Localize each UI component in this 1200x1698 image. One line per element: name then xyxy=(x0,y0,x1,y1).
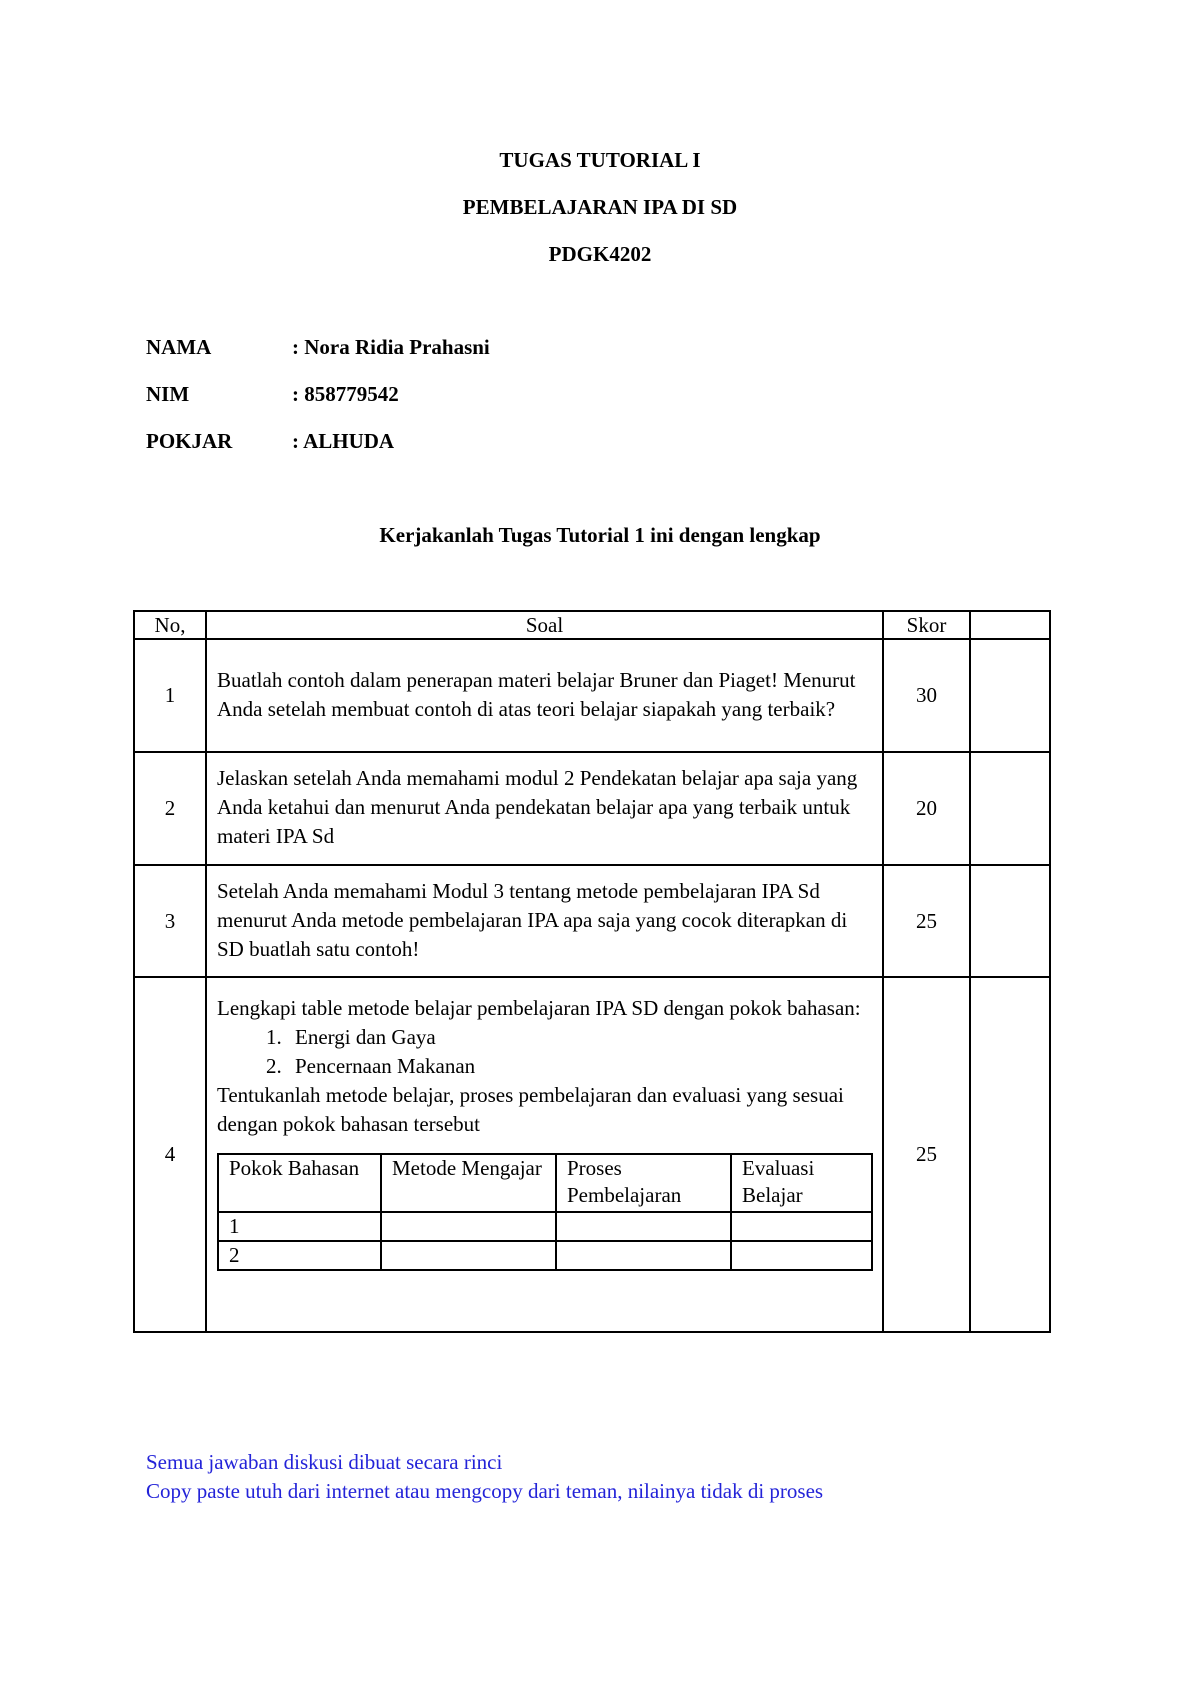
note-detail: Semua jawaban diskusi dibuat secara rinci xyxy=(146,1450,503,1474)
method-cell xyxy=(556,1241,731,1270)
row-extra xyxy=(970,639,1050,752)
row-score: 20 xyxy=(883,752,970,865)
info-label: NIM xyxy=(146,382,190,406)
row-extra xyxy=(970,752,1050,865)
method-cell xyxy=(731,1241,872,1270)
table-row xyxy=(134,752,1050,865)
question-intro: Lengkapi table metode belajar pembelajaran IPA SD dengan pokok bahasan: xyxy=(217,996,861,1020)
course-code: PDGK4202 xyxy=(548,242,652,266)
method-cell xyxy=(381,1212,556,1241)
method-cell xyxy=(731,1212,872,1241)
topic-item: 2. Pencernaan Makanan xyxy=(287,1052,872,1081)
doc-title: TUGAS TUTORIAL I xyxy=(499,148,701,172)
row-question: Jelaskan setelah Anda memahami modul 2 Pendekatan belajar apa saja yang Anda ketahui dan menurut Anda pendekatan belajar apa yang terbaik untuk materi IPA Sd xyxy=(206,752,883,865)
method-table-header xyxy=(218,1154,872,1212)
row-number: 2 xyxy=(134,752,206,865)
info-label: POKJAR xyxy=(146,429,233,453)
row-number: 1 xyxy=(134,639,206,752)
method-cell: 1 xyxy=(218,1212,381,1241)
method-header-cell: Pokok Bahasan xyxy=(218,1154,381,1212)
row-extra xyxy=(970,977,1050,1332)
method-cell xyxy=(381,1241,556,1270)
row-question: Buatlah contoh dalam penerapan materi belajar Bruner dan Piaget! Menurut Anda setelah membuat contoh di atas teori belajar siapakah yang terbaik? xyxy=(206,639,883,752)
info-value: : ALHUDA xyxy=(292,429,395,453)
note-plagiarism: Copy paste utuh dari internet atau mengcopy dari teman, nilainya tidak di proses xyxy=(146,1479,824,1503)
table-row xyxy=(134,865,1050,977)
method-table-row xyxy=(218,1212,872,1241)
info-value: : Nora Ridia Prahasni xyxy=(292,335,490,359)
topic-item: 1. Energi dan Gaya xyxy=(287,1023,872,1052)
row-number: 3 xyxy=(134,865,206,977)
assignment-table xyxy=(133,610,1051,1333)
method-table xyxy=(217,1153,873,1271)
header-no: No, xyxy=(134,611,206,639)
row-score: 25 xyxy=(883,977,970,1332)
row-number: 4 xyxy=(134,977,206,1332)
topic-list xyxy=(217,1023,872,1081)
table-row xyxy=(134,977,1050,1332)
method-cell xyxy=(556,1212,731,1241)
row-score: 25 xyxy=(883,865,970,977)
method-header-cell: Evaluasi Belajar xyxy=(731,1154,872,1212)
header-skor: Skor xyxy=(883,611,970,639)
header-extra xyxy=(970,611,1050,639)
method-header-cell: Proses Pembelajaran xyxy=(556,1154,731,1212)
instruction: Kerjakanlah Tugas Tutorial 1 ini dengan lengkap xyxy=(379,523,821,547)
method-table-row xyxy=(218,1241,872,1270)
course-title: PEMBELAJARAN IPA DI SD xyxy=(462,195,738,219)
header-soal: Soal xyxy=(206,611,883,639)
question-closing: Tentukanlah metode belajar, proses pembelajaran dan evaluasi yang sesuai dengan pokok bahasan tersebut xyxy=(217,1083,844,1136)
method-header-cell: Metode Mengajar xyxy=(381,1154,556,1212)
row-extra xyxy=(970,865,1050,977)
table-row xyxy=(134,639,1050,752)
info-label: NAMA xyxy=(146,335,212,359)
row-question xyxy=(206,977,883,1332)
method-cell: 2 xyxy=(218,1241,381,1270)
row-score: 30 xyxy=(883,639,970,752)
row-question: Setelah Anda memahami Modul 3 tentang metode pembelajaran IPA Sd menurut Anda metode pembelajaran IPA apa saja yang cocok diterapkan di SD buatlah satu contoh! xyxy=(206,865,883,977)
info-value: : 858779542 xyxy=(292,382,399,406)
table-header-row xyxy=(134,611,1050,639)
